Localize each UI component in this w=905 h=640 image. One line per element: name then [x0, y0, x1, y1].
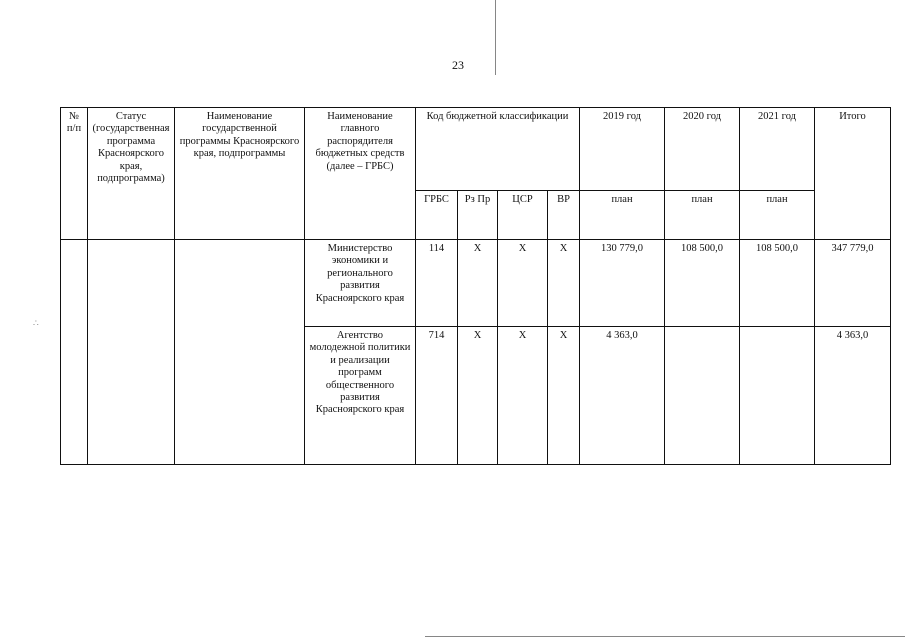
cell-total: 4 363,0	[815, 327, 891, 465]
cell-csr: Х	[498, 327, 548, 465]
cell-grbs: 114	[416, 240, 458, 327]
header-rzpr: Рз Пр	[458, 191, 498, 240]
cell-2020	[665, 327, 740, 465]
scan-fold-line-horizontal	[425, 636, 905, 637]
cell-grbs-name: Агентство молодежной политики и реализации программ общественного развития Красноярского края	[305, 327, 416, 465]
cell-rzpr: Х	[458, 240, 498, 327]
header-vr: ВР	[548, 191, 580, 240]
header-csr: ЦСР	[498, 191, 548, 240]
cell-2019: 4 363,0	[580, 327, 665, 465]
scan-fold-line-vertical	[495, 0, 496, 75]
cell-vr: Х	[548, 327, 580, 465]
header-plan-2019: план	[580, 191, 665, 240]
cell-2021	[740, 327, 815, 465]
header-status: Статус (государственная программа Красноярского края, подпрограмма)	[88, 108, 175, 240]
cell-2020: 108 500,0	[665, 240, 740, 327]
cell-rzpr: Х	[458, 327, 498, 465]
scan-speck: ∴	[33, 318, 39, 328]
cell-csr: Х	[498, 240, 548, 327]
header-plan-2020: план	[665, 191, 740, 240]
header-grbs: ГРБС	[416, 191, 458, 240]
header-program-name: Наименование государственной программы Красноярского края, подпрограммы	[175, 108, 305, 240]
table-row	[61, 240, 891, 327]
header-2021: 2021 год	[740, 108, 815, 191]
cell-total: 347 779,0	[815, 240, 891, 327]
cell-vr: Х	[548, 240, 580, 327]
cell-program-name	[175, 240, 305, 465]
header-2019: 2019 год	[580, 108, 665, 191]
cell-grbs: 714	[416, 327, 458, 465]
page-number: 23	[452, 58, 464, 72]
header-plan-2021: план	[740, 191, 815, 240]
header-num: № п/п	[61, 108, 88, 240]
cell-2019: 130 779,0	[580, 240, 665, 327]
header-row	[61, 108, 891, 191]
cell-2021: 108 500,0	[740, 240, 815, 327]
header-budget-code: Код бюджетной классификации	[416, 108, 580, 191]
cell-num	[61, 240, 88, 465]
header-2020: 2020 год	[665, 108, 740, 191]
header-total: Итого	[815, 108, 891, 240]
cell-status	[88, 240, 175, 465]
budget-table	[60, 107, 891, 465]
cell-grbs-name: Министерство экономики и регионального развития Красноярского края	[305, 240, 416, 327]
header-grbs-name: Наименование главного распорядителя бюджетных средств (далее – ГРБС)	[305, 108, 416, 240]
